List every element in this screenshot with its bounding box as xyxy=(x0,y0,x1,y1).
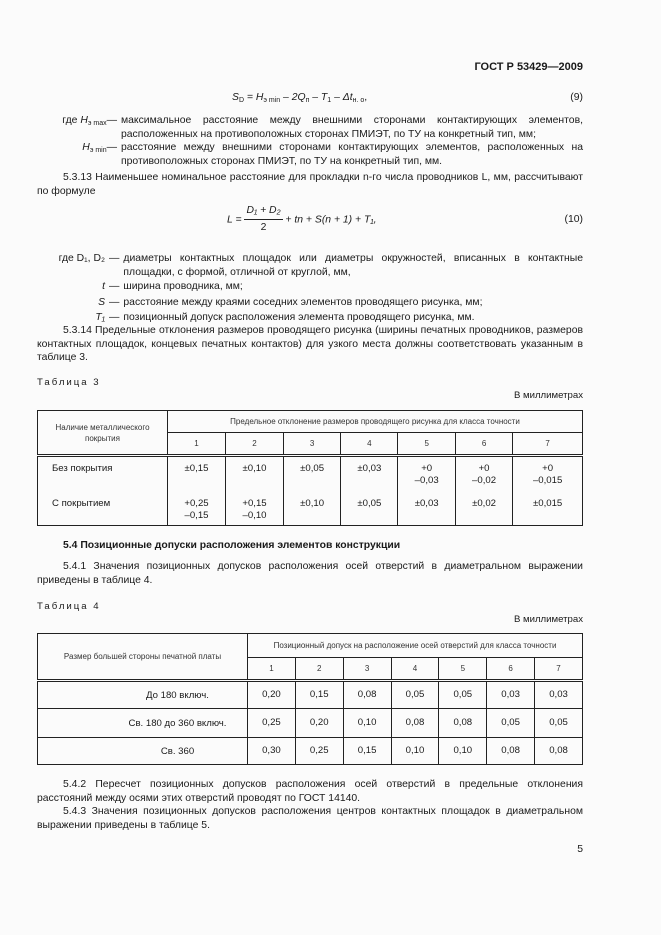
table-cell: ±0,10 xyxy=(226,456,284,492)
table-cell: 0,25 xyxy=(295,738,343,765)
definition-symbol xyxy=(37,141,117,168)
table-cell: +0 –0,02 xyxy=(455,456,512,492)
table-4-units: В миллиметрах xyxy=(513,614,583,625)
row-label: До 180 включ. xyxy=(38,681,248,709)
table-cell: 0,05 xyxy=(391,681,439,709)
table-cell: 0,08 xyxy=(439,709,487,738)
table-row xyxy=(38,709,583,738)
class-header: 4 xyxy=(341,433,398,456)
formula-9-number: (9) xyxy=(570,92,583,103)
symbol-sub: э max xyxy=(87,120,107,127)
class-header: 2 xyxy=(226,433,284,456)
formula-sub: 1 xyxy=(327,97,332,104)
paragraph-5-4-2: 5.4.2 Пересчет позиционных допусков расположения осей отверстий в предельные отклонения расстояний между осями этих отверстий проводят по ГОСТ 14140. xyxy=(37,779,583,804)
table-cell: 0,10 xyxy=(439,738,487,765)
symbol: H xyxy=(80,115,88,126)
formula-sub: э min xyxy=(263,97,281,104)
dash: — xyxy=(109,281,120,293)
dash: — xyxy=(106,142,117,154)
definition-prefix: где xyxy=(62,115,81,126)
group-header: Позиционный допуск на расположение осей отверстий для класса точности xyxy=(248,634,583,658)
table-row xyxy=(38,681,583,709)
table-cell: 0,15 xyxy=(343,738,391,765)
table-cell: 0,05 xyxy=(439,681,487,709)
table-cell: 0,15 xyxy=(295,681,343,709)
definition-text: диаметры контактных площадок или диаметры окружностей, вписанных в контактные площадки, с формой, отличной от круглой, мм, xyxy=(123,253,583,278)
table-cell: +0,15 –0,10 xyxy=(226,492,284,526)
table-4 xyxy=(37,633,583,765)
class-header: 3 xyxy=(284,433,341,456)
formula-term: + tn + S(n + 1) + T₁, xyxy=(285,214,377,226)
table-cell: 0,08 xyxy=(487,738,535,765)
class-header: 7 xyxy=(535,658,583,681)
class-header: 1 xyxy=(248,658,296,681)
table-cell: 0,05 xyxy=(535,709,583,738)
class-header: 6 xyxy=(455,433,512,456)
formula-9-definitions xyxy=(37,114,583,168)
table-cell: 0,05 xyxy=(487,709,535,738)
table-row xyxy=(38,456,583,492)
table-cell: ±0,03 xyxy=(341,456,398,492)
definition-item xyxy=(37,252,583,279)
definition-text: ширина проводника, мм; xyxy=(123,281,243,293)
formula-term: – 2Q xyxy=(283,92,306,103)
table-cell: 0,08 xyxy=(391,709,439,738)
table-3 xyxy=(37,410,583,526)
column-header: Размер большей стороны печатной платы xyxy=(38,634,248,681)
class-header: 3 xyxy=(343,658,391,681)
table-cell: +0 –0,03 xyxy=(398,456,455,492)
definition-text: расстояние между внешними сторонами контактирующих элементов, расположенных на противоположных сторонах ПМИЭТ, по ТУ на конкретный тип, мм. xyxy=(121,142,583,167)
table-3-units: В миллиметрах xyxy=(513,390,583,401)
table-cell: ±0,10 xyxy=(284,492,341,526)
class-header: 2 xyxy=(295,658,343,681)
table-cell: 0,10 xyxy=(391,738,439,765)
section-heading-5-4: 5.4 Позиционные допуски расположения элементов конструкции xyxy=(63,540,401,551)
definition-text: максимальное расстояние между внешними сторонами контактирующих элементов, расположенных на противоположных сторонах ПМИЭТ, по ТУ на конкретный тип, мм; xyxy=(121,115,583,140)
definition-item xyxy=(37,114,583,141)
formula-term: – T xyxy=(312,92,328,103)
class-header: 7 xyxy=(513,433,583,456)
symbol-sub: э min xyxy=(89,147,107,155)
definition-item xyxy=(37,280,583,294)
formula-10-definitions xyxy=(37,252,583,325)
formula-sub: н. о xyxy=(352,97,365,104)
table-cell: 0,30 xyxy=(248,738,296,765)
group-header: Предельное отклонение размеров проводящего рисунка для класса точности xyxy=(168,411,583,433)
class-header: 4 xyxy=(391,658,439,681)
definition-symbol: S xyxy=(98,296,105,308)
table-cell: 0,10 xyxy=(343,709,391,738)
row-label: Без покрытия xyxy=(38,456,168,492)
row-label: С покрытием xyxy=(38,492,168,526)
table-cell: ±0,02 xyxy=(455,492,512,526)
dash: — xyxy=(109,296,120,308)
definition-item xyxy=(37,311,583,325)
table-cell: ±0,03 xyxy=(398,492,455,526)
table-cell: 0,03 xyxy=(487,681,535,709)
class-header: 5 xyxy=(439,658,487,681)
table-cell: 0,03 xyxy=(535,681,583,709)
table-cell: ±0,15 xyxy=(168,456,226,492)
paragraph-5-3-14: 5.3.14 Предельные отклонения размеров проводящего рисунка (ширины печатных проводников, размеров контактных площадок, концевых печатных контактов) для узкого места должны соответствовать указанным в таблице 3. xyxy=(37,325,583,364)
table-4-caption: Таблица 4 xyxy=(37,601,101,612)
symbol: H xyxy=(82,142,90,154)
paragraph-5-4-3: 5.4.3 Значения позиционных допусков расположения центров контактных площадок в диаметральном выражении приведены в таблице 5. xyxy=(37,806,583,831)
formula-sub: п xyxy=(305,97,310,104)
table-cell: ±0,05 xyxy=(341,492,398,526)
definition-item xyxy=(37,296,583,310)
definition-symbol: t xyxy=(102,281,105,293)
formula-10 xyxy=(227,205,377,234)
dash: — xyxy=(109,312,120,324)
table-row xyxy=(38,492,583,526)
formula-term: L = xyxy=(227,214,242,226)
formula-term: – Δt xyxy=(334,92,353,103)
paragraph-5-3-13: 5.3.13 Наименьшее номинальное расстояние для прокладки n-го числа проводников L, мм, рассчитывают по формуле xyxy=(37,172,583,197)
table-row xyxy=(38,738,583,765)
paragraph-5-4-1: 5.4.1 Значения позиционных допусков расположения осей отверстий в диаметральном выражении приведены в таблице 4. xyxy=(37,561,583,586)
definition-text: расстояние между краями соседних элементов проводящего рисунка, мм; xyxy=(123,296,483,308)
definition-item xyxy=(37,141,583,168)
class-header: 5 xyxy=(398,433,455,456)
formula-sub: D xyxy=(238,97,244,104)
class-header: 6 xyxy=(487,658,535,681)
formula-term: = H xyxy=(246,92,264,103)
table-cell: ±0,015 xyxy=(513,492,583,526)
numerator: D₁ + D₂ xyxy=(244,205,282,220)
table-cell: 0,20 xyxy=(295,709,343,738)
table-3-caption: Таблица 3 xyxy=(37,377,101,388)
dash: — xyxy=(109,253,120,264)
table-cell: 0,08 xyxy=(535,738,583,765)
table-cell: +0,25 –0,15 xyxy=(168,492,226,526)
table-cell: 0,25 xyxy=(248,709,296,738)
denominator: 2 xyxy=(260,222,267,233)
definition-symbol xyxy=(37,114,117,141)
table-cell: 0,20 xyxy=(248,681,296,709)
column-header: Наличие металлического покрытия xyxy=(38,411,168,456)
definition-symbol: где D₁, D₂ xyxy=(58,253,105,264)
page-number: 5 xyxy=(577,844,583,855)
table-cell: ±0,05 xyxy=(284,456,341,492)
table-cell: +0 –0,015 xyxy=(513,456,583,492)
row-label: Св. 180 до 360 включ. xyxy=(38,709,248,738)
formula-10-number: (10) xyxy=(564,214,583,225)
table-cell: 0,08 xyxy=(343,681,391,709)
formula-term: , xyxy=(364,92,368,103)
formula-9 xyxy=(232,92,367,104)
class-header: 1 xyxy=(168,433,226,456)
formula-term: S xyxy=(232,92,239,103)
row-label: Св. 360 xyxy=(38,738,248,765)
definition-text: позиционный допуск расположения элемента проводящего рисунка, мм. xyxy=(123,312,475,324)
dash: — xyxy=(106,115,117,126)
fraction xyxy=(244,205,282,234)
document-id: ГОСТ Р 53429—2009 xyxy=(474,61,583,73)
definition-symbol: T₁ xyxy=(95,312,105,324)
